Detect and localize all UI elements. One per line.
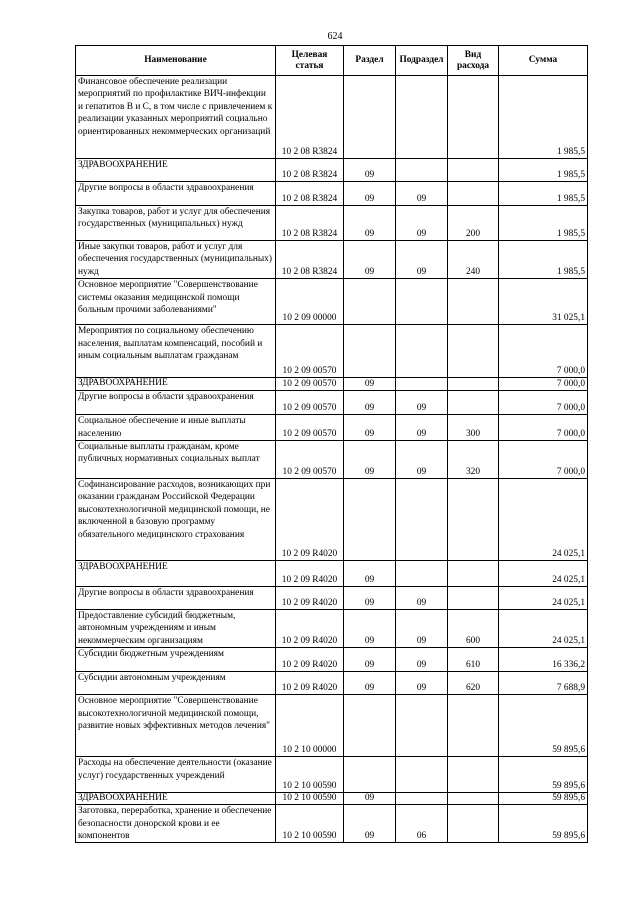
row-section: 09 xyxy=(344,561,396,587)
header-name: Наименование xyxy=(76,46,276,76)
table-row xyxy=(76,648,588,672)
row-section: 09 xyxy=(344,415,396,441)
header-subsection: Подраздел xyxy=(396,46,448,76)
row-section: 09 xyxy=(344,159,396,182)
row-subsection: 09 xyxy=(396,648,448,672)
row-section xyxy=(344,695,396,757)
row-name: Субсидии автономным учреждениям xyxy=(76,672,276,695)
row-section: 09 xyxy=(344,587,396,610)
row-target: 10 2 09 00570 xyxy=(276,415,344,441)
row-section xyxy=(344,325,396,378)
row-target: 10 2 09 00570 xyxy=(276,441,344,479)
row-expense-type xyxy=(448,159,499,182)
row-expense-type xyxy=(448,182,499,206)
table-row xyxy=(76,587,588,610)
row-target: 10 2 09 R4020 xyxy=(276,672,344,695)
table-row xyxy=(76,415,588,441)
row-subsection: 09 xyxy=(396,415,448,441)
row-name: Мероприятия по социальному обеспечению населения, выплатам компенсаций, пособий и иным социальным выплатам гражданам xyxy=(76,325,276,378)
row-amount: 24 025,1 xyxy=(499,479,588,561)
row-expense-type xyxy=(448,279,499,325)
table-row xyxy=(76,159,588,182)
row-amount: 1 985,5 xyxy=(499,76,588,159)
header-target: Целевая статья xyxy=(276,46,344,76)
row-amount: 16 336,2 xyxy=(499,648,588,672)
table-row xyxy=(76,76,588,159)
row-subsection xyxy=(396,159,448,182)
row-amount: 1 985,5 xyxy=(499,182,588,206)
row-section: 09 xyxy=(344,648,396,672)
row-subsection xyxy=(396,695,448,757)
row-name: Финансовое обеспечение реализации мероприятий по профилактике ВИЧ-инфекции и гепатитов В и С, в том числе с привлечением к реализации указанных мероприятий социально ориентированных некоммерческих организаций xyxy=(76,76,276,159)
table-header xyxy=(76,46,588,76)
row-section: 09 xyxy=(344,793,396,805)
row-target: 10 2 09 R4020 xyxy=(276,587,344,610)
row-subsection: 06 xyxy=(396,805,448,843)
row-subsection: 09 xyxy=(396,391,448,415)
page-number: 624 xyxy=(327,31,343,42)
row-subsection: 09 xyxy=(396,206,448,241)
row-subsection: 09 xyxy=(396,610,448,648)
table-row xyxy=(76,206,588,241)
row-name: Основное мероприятие "Совершенствование системы оказания медицинской помощи больным прочими заболеваниями" xyxy=(76,279,276,325)
row-expense-type xyxy=(448,561,499,587)
row-amount: 7 000,0 xyxy=(499,378,588,391)
row-name: Социальные выплаты гражданам, кроме публичных нормативных социальных выплат xyxy=(76,441,276,479)
table-body xyxy=(76,76,588,843)
table-row xyxy=(76,325,588,378)
row-name: ЗДРАВООХРАНЕНИЕ xyxy=(76,378,276,391)
row-name: Основное мероприятие "Совершенствование высокотехнологичной медицинской помощи, развитие новых эффективных методов лечения" xyxy=(76,695,276,757)
row-target: 10 2 08 R3824 xyxy=(276,206,344,241)
row-expense-type xyxy=(448,391,499,415)
table-row xyxy=(76,757,588,793)
row-amount: 7 000,0 xyxy=(499,415,588,441)
row-name: Другие вопросы в области здравоохранения xyxy=(76,182,276,206)
row-name: ЗДРАВООХРАНЕНИЕ xyxy=(76,793,276,805)
row-expense-type xyxy=(448,695,499,757)
row-subsection: 09 xyxy=(396,241,448,279)
row-section: 09 xyxy=(344,672,396,695)
row-expense-type xyxy=(448,805,499,843)
table-row xyxy=(76,805,588,843)
table-row xyxy=(76,241,588,279)
row-expense-type: 620 xyxy=(448,672,499,695)
row-subsection: 09 xyxy=(396,672,448,695)
row-target: 10 2 08 R3824 xyxy=(276,159,344,182)
row-target: 10 2 10 00590 xyxy=(276,757,344,793)
header-section: Раздел xyxy=(344,46,396,76)
row-name: Закупка товаров, работ и услуг для обеспечения государственных (муниципальных) нужд xyxy=(76,206,276,241)
row-expense-type: 240 xyxy=(448,241,499,279)
row-subsection xyxy=(396,757,448,793)
row-section xyxy=(344,757,396,793)
row-subsection xyxy=(396,279,448,325)
row-expense-type: 320 xyxy=(448,441,499,479)
row-subsection xyxy=(396,325,448,378)
header-row xyxy=(76,46,588,76)
table-row xyxy=(76,561,588,587)
row-name: Социальное обеспечение и иные выплаты населению xyxy=(76,415,276,441)
row-amount: 59 895,6 xyxy=(499,695,588,757)
row-amount: 24 025,1 xyxy=(499,587,588,610)
row-name: ЗДРАВООХРАНЕНИЕ xyxy=(76,159,276,182)
row-subsection: 09 xyxy=(396,587,448,610)
row-expense-type xyxy=(448,76,499,159)
row-section: 09 xyxy=(344,378,396,391)
row-amount: 24 025,1 xyxy=(499,610,588,648)
budget-table xyxy=(75,45,588,843)
row-subsection xyxy=(396,561,448,587)
table-row xyxy=(76,378,588,391)
row-name: Предоставление субсидий бюджетным, автономным учреждениям и иным некоммерческим организациям xyxy=(76,610,276,648)
row-target: 10 2 09 00570 xyxy=(276,391,344,415)
row-amount: 59 895,6 xyxy=(499,805,588,843)
row-expense-type: 600 xyxy=(448,610,499,648)
row-name: Другие вопросы в области здравоохранения xyxy=(76,587,276,610)
row-expense-type xyxy=(448,587,499,610)
row-expense-type xyxy=(448,378,499,391)
row-target: 10 2 09 R4020 xyxy=(276,479,344,561)
row-target: 10 2 10 00000 xyxy=(276,695,344,757)
table-row xyxy=(76,182,588,206)
row-amount: 7 000,0 xyxy=(499,441,588,479)
row-expense-type xyxy=(448,757,499,793)
row-expense-type xyxy=(448,325,499,378)
row-target: 10 2 10 00590 xyxy=(276,805,344,843)
row-expense-type xyxy=(448,793,499,805)
header-expense-type: Вид расхода xyxy=(448,46,499,76)
row-subsection xyxy=(396,479,448,561)
row-amount: 1 985,5 xyxy=(499,241,588,279)
table-row xyxy=(76,610,588,648)
row-amount: 59 895,6 xyxy=(499,757,588,793)
row-section: 09 xyxy=(344,182,396,206)
row-amount: 7 000,0 xyxy=(499,325,588,378)
row-expense-type: 610 xyxy=(448,648,499,672)
row-target: 10 2 10 00590 xyxy=(276,793,344,805)
row-section: 09 xyxy=(344,206,396,241)
row-target: 10 2 09 00570 xyxy=(276,378,344,391)
row-name: Иные закупки товаров, работ и услуг для обеспечения государственных (муниципальных) нужд xyxy=(76,241,276,279)
table-row xyxy=(76,479,588,561)
row-target: 10 2 08 R3824 xyxy=(276,76,344,159)
row-target: 10 2 08 R3824 xyxy=(276,241,344,279)
row-section: 09 xyxy=(344,241,396,279)
header-amount: Сумма xyxy=(499,46,588,76)
row-section xyxy=(344,479,396,561)
row-subsection: 09 xyxy=(396,182,448,206)
row-name: Расходы на обеспечение деятельности (оказание услуг) государственных учреждений xyxy=(76,757,276,793)
row-section: 09 xyxy=(344,441,396,479)
row-name: ЗДРАВООХРАНЕНИЕ xyxy=(76,561,276,587)
row-section xyxy=(344,76,396,159)
row-section: 09 xyxy=(344,610,396,648)
row-expense-type xyxy=(448,479,499,561)
table-row xyxy=(76,793,588,805)
table-row xyxy=(76,391,588,415)
row-target: 10 2 09 00570 xyxy=(276,325,344,378)
row-subsection: 09 xyxy=(396,441,448,479)
row-amount: 31 025,1 xyxy=(499,279,588,325)
row-amount: 1 985,5 xyxy=(499,159,588,182)
table-row xyxy=(76,695,588,757)
row-subsection xyxy=(396,76,448,159)
table-row xyxy=(76,672,588,695)
table-row xyxy=(76,441,588,479)
row-target: 10 2 08 R3824 xyxy=(276,182,344,206)
row-name: Софинансирование расходов, возникающих при оказании гражданам Российской Федерации высокотехнологичной медицинской помощи, не включенной в базовую программу обязательного медицинского страхования xyxy=(76,479,276,561)
row-expense-type: 300 xyxy=(448,415,499,441)
row-subsection xyxy=(396,793,448,805)
row-target: 10 2 09 R4020 xyxy=(276,610,344,648)
row-name: Заготовка, переработка, хранение и обеспечение безопасности донорской крови и ее компонентов xyxy=(76,805,276,843)
row-target: 10 2 09 00000 xyxy=(276,279,344,325)
row-amount: 59 895,6 xyxy=(499,793,588,805)
row-section xyxy=(344,279,396,325)
row-name: Другие вопросы в области здравоохранения xyxy=(76,391,276,415)
row-expense-type: 200 xyxy=(448,206,499,241)
row-amount: 24 025,1 xyxy=(499,561,588,587)
table-row xyxy=(76,279,588,325)
row-name: Субсидии бюджетным учреждениям xyxy=(76,648,276,672)
row-amount: 7 688,9 xyxy=(499,672,588,695)
row-section: 09 xyxy=(344,391,396,415)
row-target: 10 2 09 R4020 xyxy=(276,648,344,672)
row-subsection xyxy=(396,378,448,391)
row-amount: 1 985,5 xyxy=(499,206,588,241)
row-target: 10 2 09 R4020 xyxy=(276,561,344,587)
row-amount: 7 000,0 xyxy=(499,391,588,415)
row-section: 09 xyxy=(344,805,396,843)
